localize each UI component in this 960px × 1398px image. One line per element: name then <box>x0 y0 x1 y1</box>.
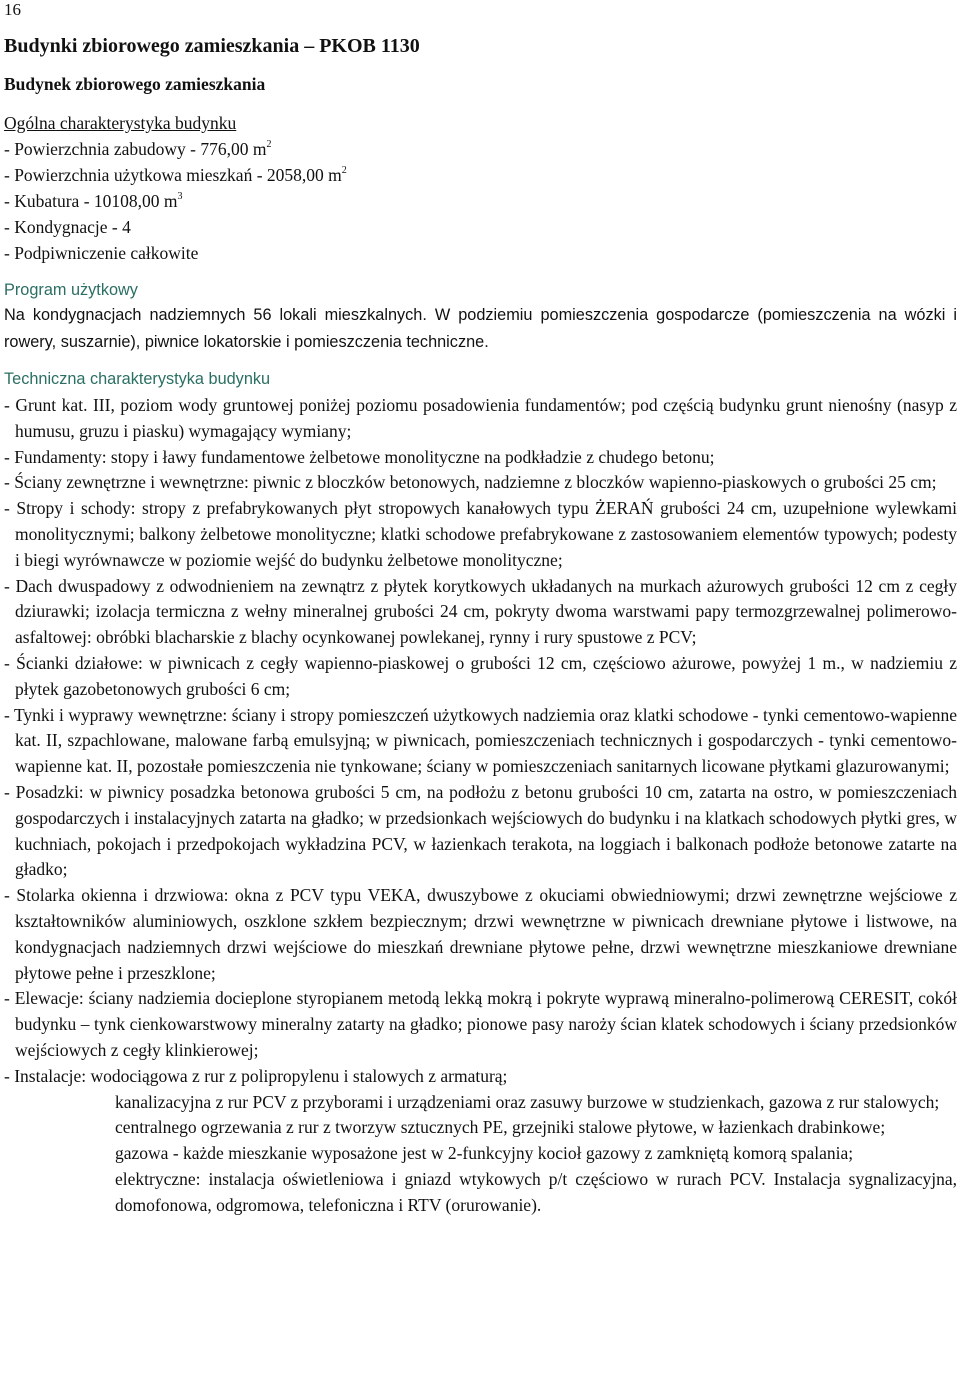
technical-item-walls: - Ściany zewnętrzne i wewnętrzne: piwnic z bloczków betonowych, nadziemne z bloczków wapienno-piaskowych o grubości 25 cm; <box>4 472 937 493</box>
technical-list <box>4 393 957 1219</box>
page-number: 16 <box>4 0 21 19</box>
general-item: - Powierzchnia użytkowa mieszkań - 2058,00 $m^2$ <box>4 165 347 185</box>
program-text: Na kondygnacjach nadziemnych 56 lokali mieszkalnych. W podziemiu pomieszczenia gospodarcze (pomieszczenia na wózki i rowery, suszarnie), piwnice lokatorskie i pomieszczenia techniczne. <box>4 306 957 351</box>
general-item: - Podpiwniczenie całkowite <box>4 243 199 263</box>
general-item: - Kubatura - 10108,00 $m^3$ <box>4 191 183 211</box>
technical-item-installations: - Instalacje: wodociągowa z rur z polipropylenu i stalowych z armaturą; <box>4 1065 508 1086</box>
installation-heating: centralnego ogrzewania z rur z tworzyw sztucznych PE, grzejniki stalowe płytowe, w łazienkach drabinkowe; <box>115 1117 886 1138</box>
technical-item-floors: - Posadzki: w piwnicy posadzka betonowa grubości 5 cm, na podłożu z betonu grubości 10 cm, zatarta na ostro, w pomieszczeniach gospodarczych i instalacyjnych zatarta na gładko; w przedsionkach wejściowych do budynku i na klatkach schodowych płytki gres, w kuchniach, pokojach i przedpokojach wykładzina PCV, w łazienkach terakota, na loggiach i balkonach podłoże betonowe zatarte na gładko; <box>4 781 957 880</box>
installation-sewage: kanalizacyjna z rur PCV z przyborami i urządzeniami oraz zasuwy burzowe w studzienkach, gazowa z rur stalowych; <box>115 1091 940 1112</box>
installation-electrical: elektryczne: instalacja oświetleniowa i gniazd wtykowych p/t częściowo w rurach PCV. Instalacja sygnalizacyjna, domofonowa, odgromowa, telefoniczna i RTV (orurowanie). <box>115 1168 957 1215</box>
technical-item-foundations: - Fundamenty: stopy i ławy fundamentowe żelbetowe monolityczne na podkładzie z chudego betonu; <box>4 446 715 467</box>
technical-item-plaster: - Tynki i wyprawy wewnętrzne: ściany i stropy pomieszczeń użytkowych nadziemia oraz klatki schodowe - tynki cementowo-wapienne kat. II, szpachlowane, malowane farbą emulsyjną; w piwnicach, pomieszczeniach technicznych i gospodarczych - tynki cementowo-wapienne kat. II, pozostałe pomieszczenia nie tynkowane; ściany w pomieszczeniach sanitarnych licowane płytkami glazurowanymi; <box>4 704 957 777</box>
program-heading: Program użytkowy <box>4 281 138 299</box>
technical-item-partitions: - Ścianki działowe: w piwnicach z cegły wapienno-piaskowej o grubości 12 cm, częściowo ażurowe, powyżej 1 m., w nadziemiu z płytek gazobetonowych grubości 6 cm; <box>4 652 957 699</box>
technical-item-ceilings: - Stropy i schody: stropy z prefabrykowanych płyt stropowych kanałowych typu ŻERAŃ grubości 24 cm, uzupełnione wylewkami monolitycznymi; balkony żelbetowe monolityczne; klatki schodowe prefabrykowane z zastosowaniem elementów typowych; podesty i biegi wyrównawcze w poziomie wejść do budynku żelbetowe monolityczne; <box>4 498 957 570</box>
technical-heading: Techniczna charakterystyka budynku <box>4 370 271 388</box>
technical-item-facades: - Elewacje: ściany nadziemia docieplone styropianem metodą lekką mokrą i pokryte wyprawą mineralno-polimerową CERESIT, cokół budynku – tynk cienkowarstwowy mineralny zatarty na gładko; pionowe pasy naroży ścian klatek schodowych i ściany przedsionków wejściowych z cegły klinkierowej; <box>4 988 957 1060</box>
general-item: - Kondygnacje - 4 <box>4 217 131 237</box>
technical-item-soil: - Grunt kat. III, poziom wody gruntowej poniżej poziomu posadowienia fundamentów; pod częścią budynku grunt nienośny (nasyp z humusu, gruzu i piasku) wymagający wymiany; <box>4 395 957 441</box>
technical-item-roof: - Dach dwuspadowy z odwodnieniem na zewnątrz z płytek korytkowych układanych na murkach ażurowych grubości 12 cm z cegły dziurawki; izolacja termiczna z wełny mineralnej grubości 24 cm, pokryty dwoma warstwami papy termozgrzewalnej polimerowo-asfaltowej: obróbki blacharskie z blachy ocynkowanej powlekanej, rynny i rury spustowe z PCV; <box>4 575 957 648</box>
general-heading: Ogólna charakterystyka budynku <box>4 113 237 133</box>
general-item: - Powierzchnia zabudowy - 776,00 $m^2$ <box>4 139 272 159</box>
page-title: Budynki zbiorowego zamieszkania – PKOB 1130 <box>4 35 420 57</box>
installation-gas: gazowa - każde mieszkanie wyposażone jest w 2-funkcyjny kocioł gazowy z zamkniętą komorą spalania; <box>115 1143 854 1164</box>
general-list <box>4 136 347 266</box>
page-subtitle: Budynek zbiorowego zamieszkania <box>4 74 266 94</box>
technical-item-joinery: - Stolarka okienna i drzwiowa: okna z PCV typu VEKA, dwuszybowe z okuciami obwiedniowymi; drzwi zewnętrzne wejściowe z kształtowników aluminiowych, oszklone szkłem bezpiecznym; drzwi wewnętrzne w piwnicach drewniane płytowe i listwowe, na kondygnacjach nadziemnych drzwi wejściowe do mieszkań drewniane płytowe pełne, drzwi wewnętrzne mieszkaniowe drewniane płytowe pełne i przeszklone; <box>4 885 957 983</box>
